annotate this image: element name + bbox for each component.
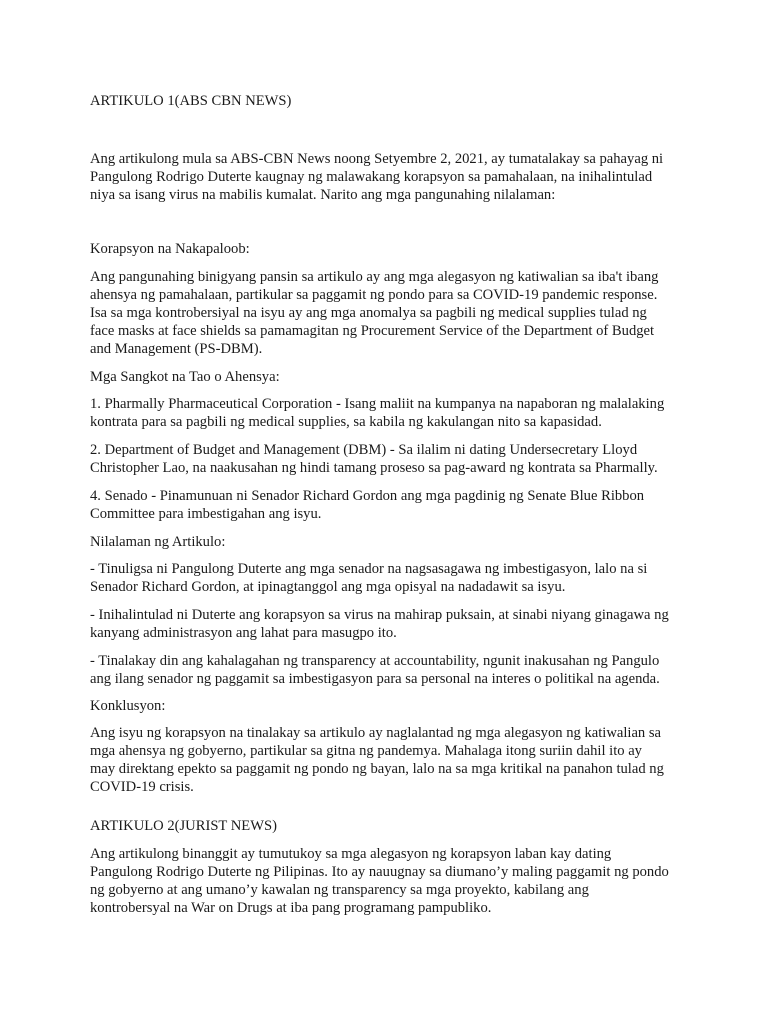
content-section-title: Nilalaman ng Artikulo: <box>90 534 226 550</box>
article2-heading: ARTIKULO 2(JURIST NEWS) <box>90 818 277 834</box>
article1-intro: Ang artikulong mula sa ABS-CBN News noong Setyembre 2, 2021, ay tumatalakay sa pahayag ni Pangulong Rodrigo Duterte kaugnay ng malawakang korapsyon sa pamahalaan, na inihalintulad niya sa isang virus na mabilis kumalat. Narito ang mga pangunahing nilalaman: <box>90 151 664 203</box>
conclusion-section-title: Konklusyon: <box>90 698 166 714</box>
corruption-section-body: Ang pangunahing binigyang pansin sa artikulo ay ang mga alegasyon ng katiwalian sa iba't ibang ahensya ng pamahalaan, partikular sa paggamit ng pondo para sa COVID-19 pandemic response. Isa sa mga kontrobersiyal na isyu ay ang mga anomalya sa pagbili ng medical supplies tulad ng face masks at face shields sa pamamagitan ng Procurement Service of the Department of Budget and Management (PS-DBM). <box>90 269 659 357</box>
involved-item: 1. Pharmally Pharmaceutical Corporation - Isang maliit na kumpanya na napaboran ng malalaking kontrata para sa pagbili ng medical supplies, sa kabila ng kakulangan nito sa kapasidad. <box>90 396 665 430</box>
conclusion-section-body: Ang isyu ng korapsyon na tinalakay sa artikulo ay naglalantad ng mga alegasyon ng katiwalian sa mga ahensya ng gobyerno, partikular sa gitna ng pandemya. Mahalaga itong suriin dahil ito ay may direktang epekto sa paggamit ng pondo ng bayan, lalo na sa mga kritikal na panahon tulad ng COVID-19 crisis. <box>90 725 664 795</box>
content-item: - Tinuligsa ni Pangulong Duterte ang mga senador na nagsasagawa ng imbestigasyon, lalo na si Senador Richard Gordon, at ipinagtanggol ang mga opisyal na nadadawit sa isyu. <box>90 561 648 595</box>
involved-item: 4. Senado - Pinamunuan ni Senador Richard Gordon ang mga pagdinig ng Senate Blue Ribbon Committee para imbestigahan ang isyu. <box>90 488 645 522</box>
involved-item: 2. Department of Budget and Management (DBM) - Sa ilalim ni dating Undersecretary Lloyd Christopher Lao, na naakusahan ng hindi tamang proseso sa pag-award ng kontrata sa Pharmally. <box>90 442 658 476</box>
corruption-section-title: Korapsyon na Nakapaloob: <box>90 241 250 257</box>
article2-intro: Ang artikulong binanggit ay tumutukoy sa mga alegasyon ng korapsyon laban kay dating Pangulong Rodrigo Duterte ng Pilipinas. Ito ay nauugnay sa diumano’y maling paggamit ng pondo ng gobyerno at ang umano’y kawalan ng transparency sa mga proyekto, kabilang ang kontrobersyal na War on Drugs at iba pang programang pampubliko. <box>90 846 669 916</box>
involved-section-title: Mga Sangkot na Tao o Ahensya: <box>90 369 280 385</box>
content-item: - Tinalakay din ang kahalagahan ng transparency at accountability, ngunit inakusahan ng Pangulo ang ilang senador ng paggamit sa imbestigasyon para sa personal na interes o politikal na agenda. <box>90 653 660 687</box>
content-item: - Inihalintulad ni Duterte ang korapsyon sa virus na mahirap puksain, at sinabi niyang ginagawa ng kanyang administrasyon ang lahat para masugpo ito. <box>90 607 669 641</box>
article1-heading: ARTIKULO 1(ABS CBN NEWS) <box>90 93 292 109</box>
